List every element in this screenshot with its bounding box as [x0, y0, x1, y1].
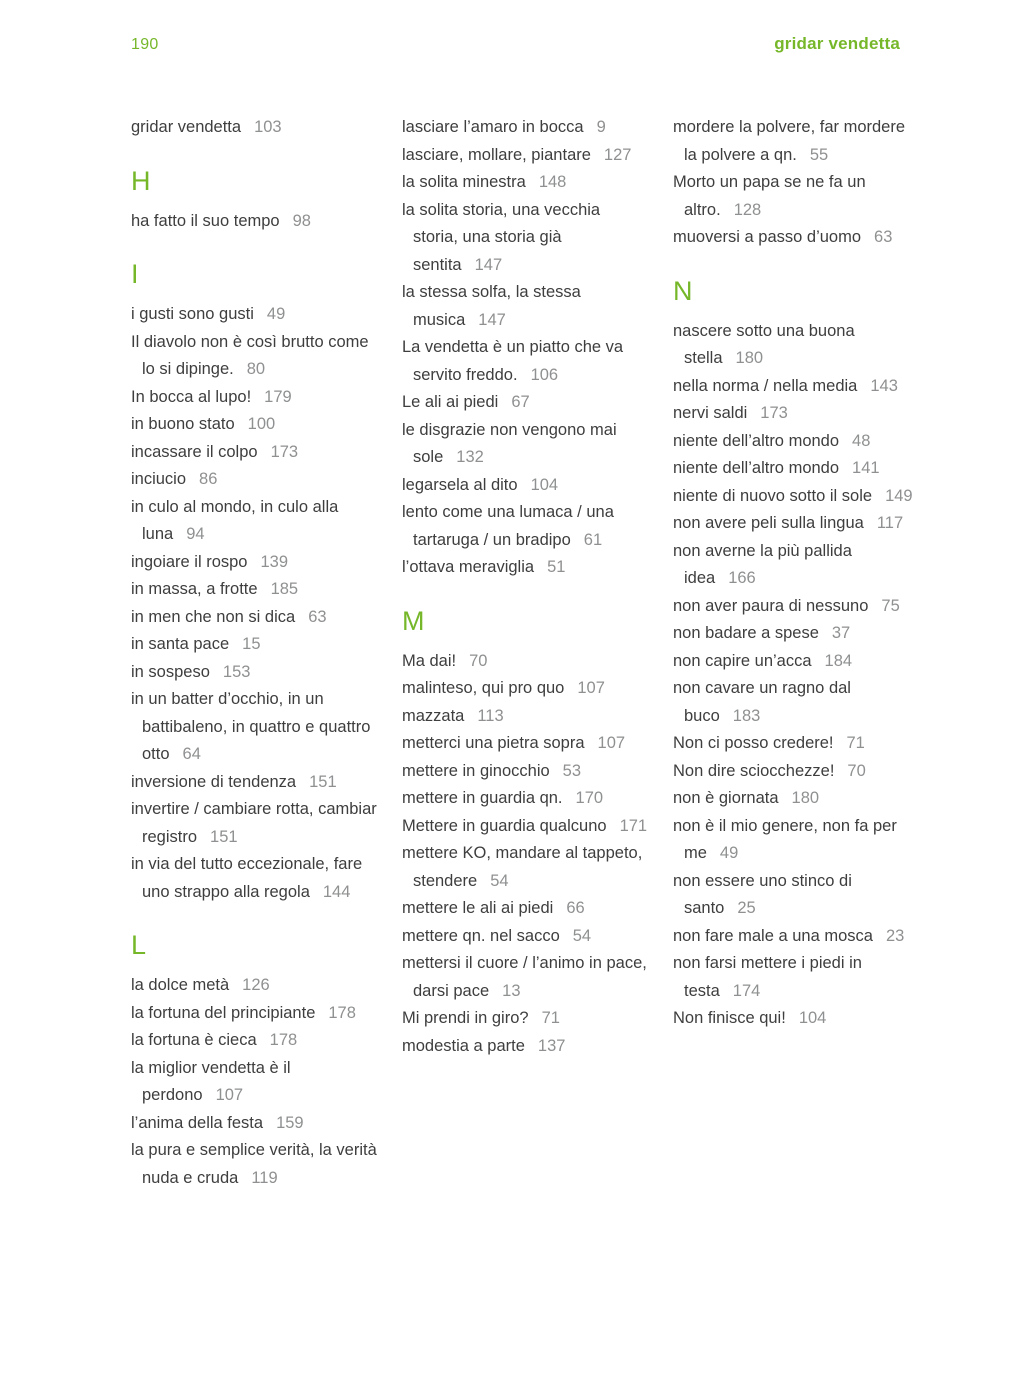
entry-page-number: 139	[260, 552, 289, 571]
index-entry	[131, 439, 378, 467]
entry-text: nervi saldi	[673, 404, 748, 422]
entry-text: la fortuna è cieca	[131, 1031, 257, 1049]
entry-text: in sospeso	[131, 662, 210, 681]
entry-text: non farsi mettere i piedi in testa	[673, 954, 862, 1000]
index-entry	[402, 417, 649, 472]
entry-text: lasciare, mollare, piantare	[402, 145, 591, 164]
entry-page-number: 141	[852, 459, 880, 477]
entry-page-number: 144	[322, 882, 351, 901]
index-entry	[402, 197, 649, 280]
section-letter: I	[131, 259, 139, 289]
entry-text: nella norma / nella media	[673, 376, 858, 395]
entry-page-number: 180	[791, 789, 820, 807]
index-entry	[402, 1033, 649, 1061]
entry-page-number: 143	[870, 376, 898, 395]
index-entry	[131, 411, 378, 439]
entry-page-number: 170	[575, 789, 604, 807]
entry-page-number: 70	[469, 651, 488, 670]
entry-page-number: 104	[530, 475, 559, 494]
section-letter: H	[131, 165, 151, 196]
index-entry	[673, 224, 920, 252]
entry-page-number: 127	[603, 145, 632, 164]
entry-text: non è il mio genere, non fa per me	[673, 816, 897, 862]
entry-text: ingoiare il rospo	[131, 552, 248, 571]
index-entry	[673, 373, 920, 401]
entry-page-number: 148	[538, 173, 567, 191]
index-entry	[402, 895, 649, 923]
index-entry	[402, 758, 649, 786]
entry-text: in un batter d’occhio, in un battibaleno, in quattro e quattro otto	[131, 690, 371, 763]
index-entry	[131, 769, 378, 797]
index-entry	[402, 114, 649, 142]
index-entry	[673, 593, 920, 621]
index-entry	[402, 389, 649, 417]
entry-text: Non dire sciocchezze!	[673, 761, 835, 780]
entry-text: in men che non si dica	[131, 607, 296, 626]
entry-page-number: 151	[210, 827, 238, 846]
entry-page-number: 63	[874, 228, 893, 246]
entry-text: la dolce metà	[131, 976, 230, 994]
entry-text: lasciare l’amaro in bocca	[402, 118, 584, 136]
entry-page-number: 183	[732, 706, 761, 725]
entry-page-number: 149	[885, 486, 913, 505]
entry-text: metterci una pietra sopra	[402, 734, 585, 752]
entry-text: la pura e semplice verità, la verità nuda e cruda	[131, 1141, 377, 1187]
entry-text: mazzata	[402, 706, 465, 725]
entry-page-number: 66	[566, 899, 585, 917]
index-entry	[131, 466, 378, 494]
index-entry	[131, 1110, 378, 1138]
page-number: 190	[131, 36, 159, 53]
index-entry	[673, 675, 920, 730]
entry-page-number: 71	[846, 734, 865, 752]
index-entry	[673, 169, 920, 224]
index-entry	[402, 499, 649, 554]
index-entry	[673, 758, 920, 786]
entry-text: in via del tutto eccezionale, fare uno strappo alla regola	[131, 855, 363, 901]
entry-text: in massa, a frotte	[131, 580, 258, 598]
entry-page-number: 75	[881, 596, 900, 615]
entry-page-number: 67	[511, 393, 530, 411]
entry-page-number: 25	[737, 899, 756, 917]
index-entry	[673, 400, 920, 428]
index-column	[131, 114, 378, 1192]
entry-text: muoversi a passo d’uomo	[673, 228, 862, 246]
entry-page-number: 117	[876, 514, 904, 532]
entry-text: Mi prendi in giro?	[402, 1009, 529, 1027]
entry-text: La vendetta è un piatto che va servito freddo.	[402, 338, 624, 384]
running-title: gridar vendetta	[774, 34, 900, 53]
entry-text: non badare a spese	[673, 624, 819, 642]
entry-text: ha fatto il suo tempo	[131, 211, 280, 230]
entry-page-number: 48	[852, 431, 871, 450]
entry-text: i gusti sono gusti	[131, 305, 254, 323]
index-entry	[131, 1055, 378, 1110]
entry-text: in santa pace	[131, 635, 230, 653]
entry-text: le disgrazie non vengono mai sole	[402, 420, 617, 466]
entry-page-number: 100	[247, 415, 276, 433]
index-entry	[131, 851, 378, 906]
index-entry	[402, 554, 649, 582]
entry-page-number: 185	[270, 580, 299, 598]
entry-page-number: 178	[269, 1031, 298, 1049]
entry-page-number: 126	[242, 976, 270, 994]
entry-page-number: 153	[222, 662, 251, 681]
entry-text: Il diavolo non è così brutto come lo si dipinge.	[131, 332, 369, 378]
entry-page-number: 80	[246, 360, 266, 378]
index-column	[673, 114, 920, 1192]
entry-page-number: 107	[597, 734, 626, 752]
entry-page-number: 173	[760, 404, 788, 422]
section-letter: M	[402, 605, 425, 636]
entry-page-number: 184	[824, 651, 853, 670]
index-entry	[402, 703, 649, 731]
section-letter: L	[131, 930, 147, 960]
index-entry	[402, 472, 649, 500]
index-entry	[673, 318, 920, 373]
entry-page-number: 151	[309, 772, 337, 791]
index-entry	[673, 483, 920, 511]
index-entry	[131, 549, 378, 577]
entry-text: mettere in ginocchio	[402, 761, 550, 780]
entry-page-number: 132	[456, 448, 484, 466]
entry-text: la fortuna del principiante	[131, 1003, 316, 1022]
entry-page-number: 55	[809, 145, 829, 164]
entry-page-number: 49	[266, 305, 286, 323]
entry-text: malinteso, qui pro quo	[402, 679, 565, 697]
entry-page-number: 98	[292, 211, 311, 230]
index-entry	[402, 279, 649, 334]
index-entry	[673, 620, 920, 648]
index-entry	[131, 604, 378, 632]
index-entry	[402, 675, 649, 703]
index-entry	[402, 813, 649, 841]
entry-text: la miglior vendetta è il perdono	[131, 1058, 291, 1104]
index-entry	[673, 868, 920, 923]
index-entry	[131, 1000, 378, 1028]
index-entry	[673, 923, 920, 951]
page-header	[131, 34, 900, 54]
entry-page-number: 94	[186, 525, 205, 543]
entry-text: non fare male a una mosca	[673, 926, 873, 945]
entry-page-number: 51	[547, 558, 566, 576]
index-entry	[131, 384, 378, 412]
index-entry	[673, 813, 920, 868]
index-entry	[131, 576, 378, 604]
entry-text: incassare il colpo	[131, 442, 258, 461]
entry-page-number: 9	[596, 118, 606, 136]
index-entry	[131, 796, 378, 851]
entry-text: Non ci posso credere!	[673, 734, 834, 752]
index-entry	[131, 1027, 378, 1055]
entry-text: In bocca al lupo!	[131, 387, 252, 406]
index-entry	[402, 334, 649, 389]
index-entry	[131, 1137, 378, 1192]
index-entry	[131, 972, 378, 1000]
entry-page-number: 166	[728, 569, 756, 587]
index-entry	[673, 950, 920, 1005]
entry-page-number: 137	[537, 1036, 566, 1055]
entry-text: la solita minestra	[402, 173, 526, 191]
index-entry	[402, 1005, 649, 1033]
entry-text: gridar vendetta	[131, 118, 242, 136]
entry-text: niente dell’altro mondo	[673, 459, 840, 477]
entry-page-number: 119	[251, 1168, 278, 1187]
index-entry	[402, 923, 649, 951]
section-letter: N	[673, 275, 693, 306]
entry-text: non capire un’acca	[673, 651, 812, 670]
entry-text: non cavare un ragno dal buco	[673, 679, 851, 725]
entry-text: inciucio	[131, 470, 187, 488]
index-entry	[673, 114, 920, 169]
index-entry	[402, 840, 649, 895]
entry-text: Ma dai!	[402, 651, 457, 670]
index-entry	[402, 142, 649, 170]
entry-text: modestia a parte	[402, 1036, 525, 1055]
index-entry	[131, 208, 378, 236]
index-entry	[131, 329, 378, 384]
entry-text: niente di nuovo sotto il sole	[673, 486, 873, 505]
index-entry	[402, 785, 649, 813]
entry-page-number: 70	[847, 761, 866, 780]
entry-page-number: 174	[732, 981, 761, 1000]
index-entry	[131, 686, 378, 769]
index-entry	[402, 730, 649, 758]
entry-page-number: 53	[562, 761, 582, 780]
entry-text: non è giornata	[673, 789, 779, 807]
entry-page-number: 63	[308, 607, 327, 626]
index-entry	[673, 455, 920, 483]
entry-text: la stessa solfa, la stessa musica	[402, 283, 581, 329]
index-entry	[402, 169, 649, 197]
entry-text: non averne la più pallida idea	[673, 541, 852, 587]
entry-text: lento come una lumaca / una tartaruga / un bradipo	[402, 503, 614, 549]
entry-text: invertire / cambiare rotta, cambiar registro	[131, 800, 377, 846]
entry-page-number: 159	[276, 1113, 304, 1132]
index-entry	[673, 428, 920, 456]
entry-page-number: 113	[477, 706, 504, 725]
entry-page-number: 179	[264, 387, 292, 406]
index-column	[402, 114, 649, 1192]
entry-text: la solita storia, una vecchia storia, una storia già sentita	[402, 200, 601, 274]
entry-page-number: 178	[328, 1003, 356, 1022]
entry-page-number: 107	[577, 679, 605, 697]
entry-page-number: 15	[242, 635, 261, 653]
entry-text: inversione di tendenza	[131, 772, 297, 791]
entry-text: mettere le ali ai piedi	[402, 899, 554, 917]
index-entry	[402, 950, 649, 1005]
entry-page-number: 103	[254, 118, 282, 136]
entry-page-number: 54	[490, 871, 509, 890]
entry-text: mordere la polvere, far mordere la polvere a qn.	[673, 118, 906, 164]
entry-page-number: 13	[502, 981, 521, 1000]
entry-page-number: 171	[619, 816, 648, 835]
entry-text: mettere KO, mandare al tappeto, stendere	[402, 844, 643, 890]
index-entry	[131, 659, 378, 687]
entry-page-number: 107	[215, 1086, 244, 1104]
index-entry	[673, 785, 920, 813]
entry-page-number: 71	[541, 1009, 560, 1027]
entry-page-number: 23	[885, 926, 905, 945]
entry-text: legarsela al dito	[402, 475, 518, 494]
entry-text: in buono stato	[131, 415, 235, 433]
index-entry	[131, 301, 378, 329]
entry-text: Non finisce qui!	[673, 1009, 786, 1027]
entry-page-number: 147	[474, 255, 503, 274]
entry-page-number: 37	[831, 624, 851, 642]
entry-page-number: 173	[270, 442, 299, 461]
entry-text: mettere qn. nel sacco	[402, 926, 560, 945]
entry-text: non essere uno stinco di santo	[673, 871, 852, 917]
entry-page-number: 106	[530, 365, 559, 384]
entry-page-number: 147	[478, 310, 506, 329]
entry-text: mettere in guardia qn.	[402, 789, 563, 807]
entry-text: l’ottava meraviglia	[402, 558, 535, 576]
index-entry	[673, 648, 920, 676]
entry-text: non aver paura di nessuno	[673, 596, 869, 615]
entry-text: Le ali ai piedi	[402, 393, 499, 411]
entry-text: in culo al mondo, in culo alla luna	[131, 497, 339, 543]
entry-page-number: 180	[735, 349, 764, 367]
entry-text: niente dell’altro mondo	[673, 431, 840, 450]
entry-page-number: 86	[199, 470, 218, 488]
index-entry	[131, 114, 378, 142]
entry-page-number: 54	[572, 926, 592, 945]
index-entry	[673, 510, 920, 538]
index-entry	[673, 730, 920, 758]
entry-text: nascere sotto una buona stella	[673, 321, 855, 367]
index-entry	[131, 631, 378, 659]
entry-page-number: 128	[733, 200, 762, 219]
entry-page-number: 64	[182, 745, 201, 763]
index-columns	[131, 114, 913, 1192]
index-entry	[673, 1005, 920, 1033]
index-entry	[402, 648, 649, 676]
index-entry	[131, 494, 378, 549]
entry-page-number: 49	[719, 844, 739, 862]
entry-text: Mettere in guardia qualcuno	[402, 816, 607, 835]
entry-page-number: 104	[798, 1009, 827, 1027]
entry-text: non avere peli sulla lingua	[673, 514, 864, 532]
entry-page-number: 61	[583, 530, 603, 549]
index-entry	[673, 538, 920, 593]
entry-text: Morto un papa se ne fa un altro.	[673, 173, 866, 219]
entry-text: l’anima della festa	[131, 1113, 264, 1132]
entry-text: mettersi il cuore / l’animo in pace, darsi pace	[402, 954, 647, 1000]
